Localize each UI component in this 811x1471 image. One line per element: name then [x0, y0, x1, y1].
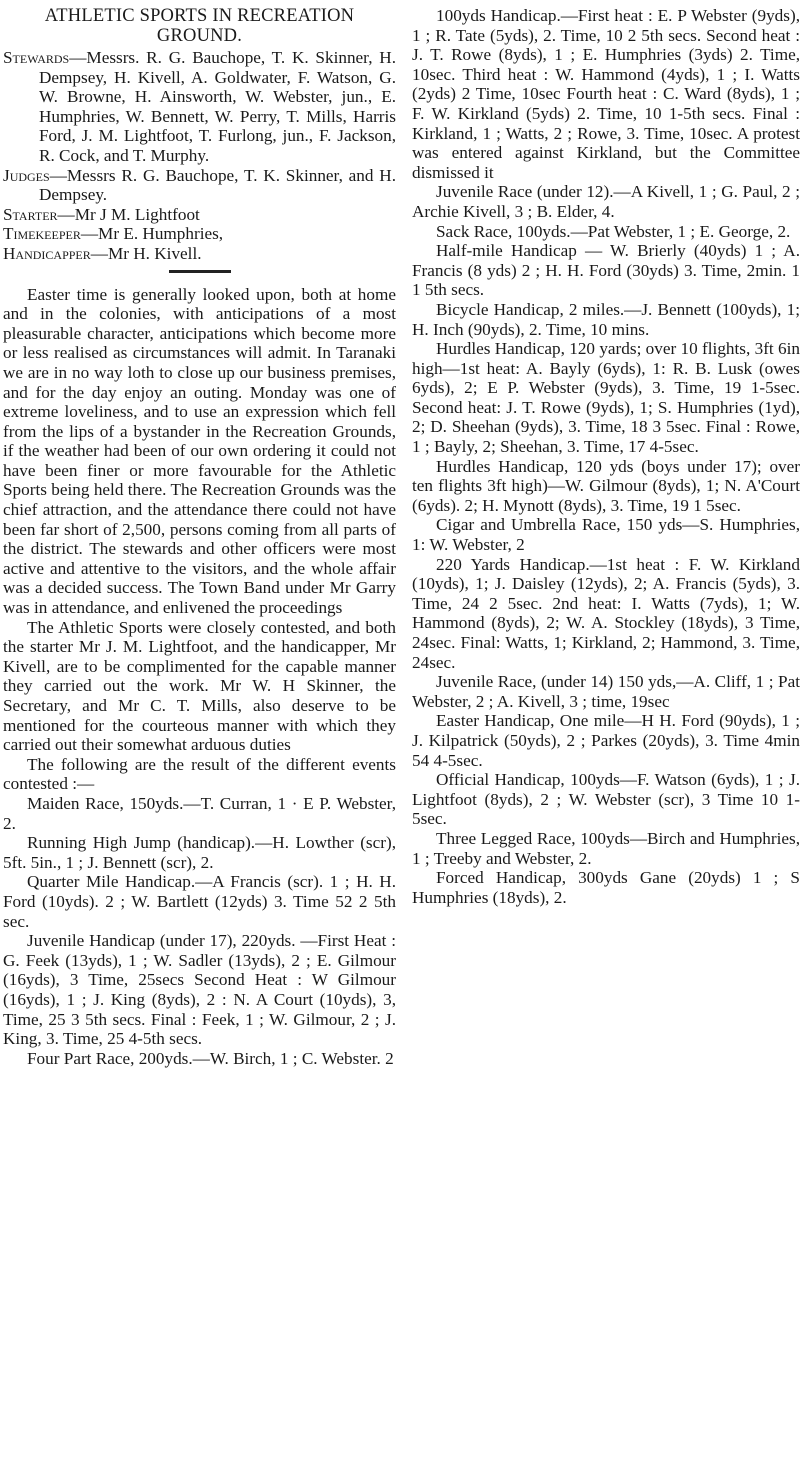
body-paragraph: Easter time is generally looked upon, both at home and in the colonies, with anticipations of a most pleasurable character, anticipations which become more or less realised as circumstances will admit. In Taranaki we are in no way loth to close up our business premises, and for the day enjoy an outing. Monday was one of extreme loveliness, and to use an expression which fell from the lips of a bystander in the Recreation Grounds, if the weather had been of our own ordering it could not have been finer or more favourable for the Athletic Sports being held there. The Recreation Grounds was the chief attraction, and the attendance there could not have been far short of 2,500, persons coming from all parts of the district. The stewards and other officers were most active and attentive to the visitors, and the whole affair was a decided success. The Town Band under Mr Garry was in attendance, and enlivened the proceedings	[3, 284, 396, 618]
right-column	[412, 6, 800, 907]
judges-label: Judges	[3, 165, 50, 185]
starter-label: Starter	[3, 204, 58, 224]
event-result: 100yds Handicap.—First heat : E. P Webster (9yds), 1 ; R. Tate (5yds), 2. Time, 10 2 5th secs. Second heat : J. T. Rowe (8yds), 1 ; E. Humphries (3yds) 2. Time, 10sec. Third heat : W. Hammond (4yds), 1 ; I. Watts (2yds) 2 Time, 10sec Fourth heat : C. Ward (8yds), 1 ; F. W. Kirkland (5yds) 2. Time, 10 1-5th secs. Final : Kirkland, 1 ; Watts, 2 ; Rowe, 3. Time, 10sec. A protest was entered against Kirkland, but the Committee dismissed it	[412, 6, 800, 182]
event-result: Juvenile Race (under 12).—A Kivell, 1 ; G. Paul, 2 ; Archie Kivell, 3 ; B. Elder, 4.	[412, 182, 800, 221]
event-result: Juvenile Race, (under 14) 150 yds,—A. Cliff, 1 ; Pat Webster, 2 ; A. Kivell, 3 ; time, 19sec	[412, 672, 800, 711]
event-result: Quarter Mile Handicap.—A Francis (scr). 1 ; H. H. Ford (10yds). 2 ; W. Bartlett (12yds) 3. Time 52 2 5th sec.	[3, 872, 396, 931]
left-column	[3, 6, 396, 1068]
starter-line	[3, 205, 396, 225]
timekeeper-line	[3, 224, 396, 244]
event-result: 220 Yards Handicap.—1st heat : F. W. Kirkland (10yds), 1; J. Daisley (12yds), 2; A. Francis (5yds), 3. Time, 24 2 5sec. 2nd heat: I. Watts (7yds), 1; W. Hammond (8yds), 2; W. A. Stockley (18yds), 3 Time, 24sec. Final: Watts, 1; Kirkland, 2; Hammond, 3. Time, 24sec.	[412, 554, 800, 672]
event-result: Hurdles Handicap, 120 yards; over 10 flights, 3ft 6in high—1st heat: A. Bayly (6yds), 1: R. B. Lusk (owes 6yds), 2; E P. Webster (9yds), 3. Time, 19 1-5sec. Second heat: J. T. Rowe (9yds), 1; S. Humphries (1yd), 2; D. Sheehan (9yds), 3. Time, 18 3 5sec. Final : Rowe, 1 ; Bayly, 2; Sheehan, 3. Time, 17 4-5sec.	[412, 339, 800, 457]
timekeeper-label: Timekeeper	[3, 224, 81, 244]
event-result: Easter Handicap, One mile—H H. Ford (90yds), 1 ; J. Kilpatrick (50yds), 2 ; Parkes (20yds), 3. Time 4min 54 4-5sec.	[412, 711, 800, 770]
body-paragraph: The Athletic Sports were closely contested, and both the starter Mr J. M. Lightfoot, and the handicapper, Mr Kivell, are to be complimented for the capable manner they carried out the work. Mr W. H Skinner, the Secretary, and Mr C. T. Mills, also deserve to be mentioned for the courteous manner with which they carried out their somewhat arduous duties	[3, 617, 396, 755]
event-result: Sack Race, 100yds.—Pat Webster, 1 ; E. George, 2.	[436, 221, 791, 241]
section-divider	[169, 270, 231, 273]
event-result: Three Legged Race, 100yds—Birch and Humphries, 1 ; Treeby and Webster, 2.	[412, 828, 800, 868]
event-result: Half-mile Handicap — W. Brierly (40yds) 1 ; A. Francis (8 yds) 2 ; H. H. Ford (30yds) 3. Time, 2min. 1 1 5th secs.	[412, 241, 800, 300]
judges-list	[3, 166, 396, 205]
event-result: Four Part Race, 200yds.—W. Birch, 1 ; C. Webster. 2	[27, 1048, 394, 1068]
event-result: Bicycle Handicap, 2 miles.—J. Bennett (100yds), 1; H. Inch (90yds), 2. Time, 10 mins.	[412, 299, 800, 339]
event-result: Maiden Race, 150yds.—T. Curran, 1 · E P. Webster, 2.	[3, 793, 396, 833]
stewards-list	[3, 48, 396, 166]
starter-text: —Mr J M. Lightfoot	[57, 204, 200, 224]
handicapper-line	[3, 244, 396, 264]
event-result: Juvenile Handicap (under 17), 220yds. —First Heat : G. Feek (13yds), 1 ; W. Sadler (13yds), 2 ; E. Gilmour (16yds), 3 Time, 25secs Second Heat : W Gilmour (16yds), 1 ; J. King (8yds), 2 : N. A Court (10yds), 3, Time, 25 3 5th secs. Final : Feek, 1 ; W. Gilmour, 2 ; J. King, 3. Time, 25 4-5th secs.	[3, 931, 396, 1049]
timekeeper-text: —Mr E. Humphries,	[80, 224, 224, 244]
stewards-label: Stewards	[3, 48, 70, 67]
handicapper-label: Handicapper	[3, 243, 91, 263]
article-title: ATHLETIC SPORTS IN RECREATION GROUND.	[44, 6, 355, 46]
body-paragraph: The following are the result of the different events contested :—	[3, 754, 396, 794]
event-result: Hurdles Handicap, 120 yds (boys under 17); over ten flights 3ft high)—W. Gilmour (8yds), 1; N. A'Court (6yds). 2; H. Mynott (8yds), 3. Time, 19 1 5sec.	[412, 456, 800, 515]
event-result: Cigar and Umbrella Race, 150 yds—S. Humphries, 1: W. Webster, 2	[412, 515, 800, 555]
judges-text: —Messrs R. G. Bauchope, T. K. Skinner, and H. Dempsey.	[39, 165, 396, 205]
event-result: Forced Handicap, 300yds Gane (20yds) 1 ; S Humphries (18yds), 2.	[412, 868, 800, 907]
stewards-text: —Messrs. R. G. Bauchope, T. K. Skinner, H. Dempsey, H. Kivell, A. Goldwater, F. Watson, G. W. Browne, H. Ainsworth, W. Webster, jun., E. Humphries, W. Bennett, W. Perry, T. Mills, Harris Ford, J. M. Lightfoot, T. Furlong, jun., F. Jackson, R. Cock, and T. Murphy.	[39, 48, 396, 165]
handicapper-text: —Mr H. Kivell.	[90, 243, 202, 263]
event-result: Running High Jump (handicap).—H. Lowther (scr), 5ft. 5in., 1 ; J. Bennett (scr), 2.	[3, 833, 396, 872]
event-result: Official Handicap, 100yds—F. Watson (6yds), 1 ; J. Lightfoot (8yds), 2 ; W. Webster (scr), 3 Time 10 1-5sec.	[412, 770, 800, 829]
